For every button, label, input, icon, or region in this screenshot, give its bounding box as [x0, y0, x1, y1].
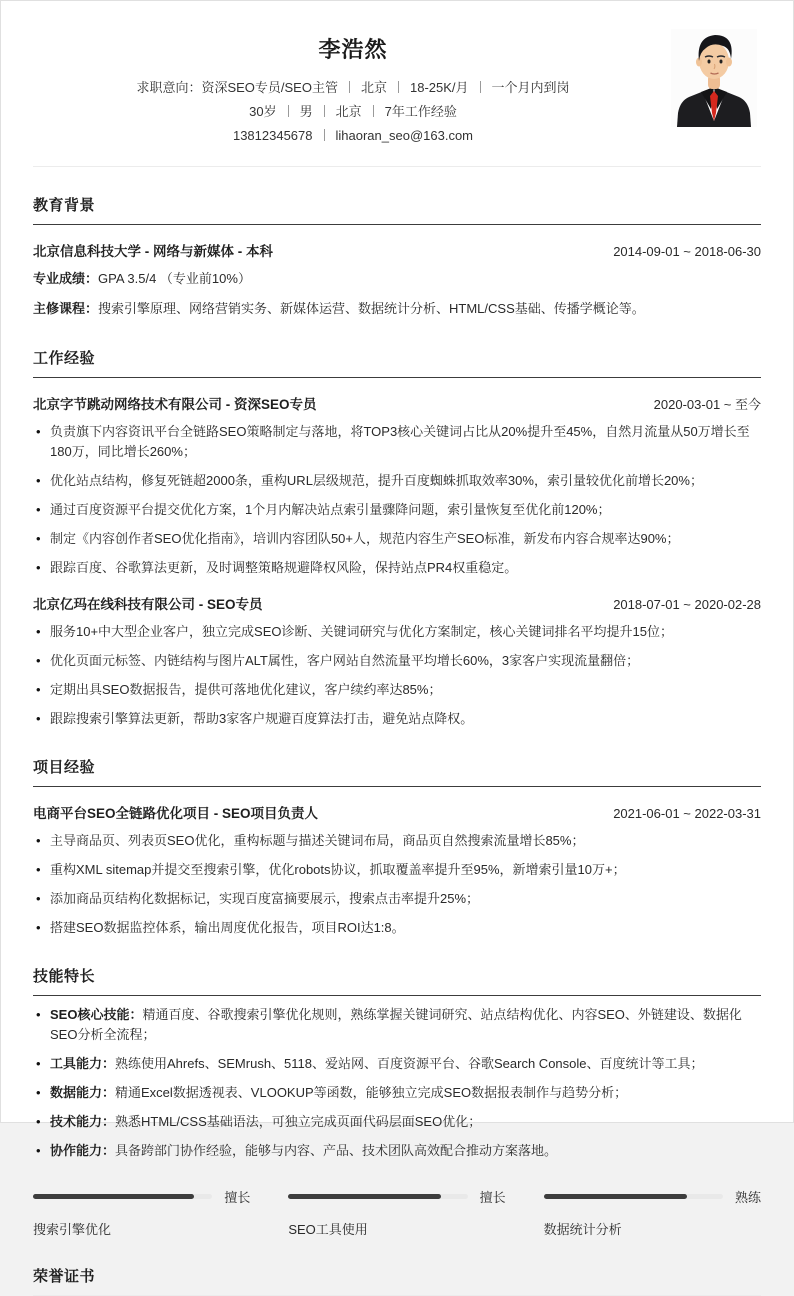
- education-date-range: 2014-09-01 ~ 2018-06-30: [613, 244, 761, 259]
- skill-bar-gauge: [544, 1187, 761, 1206]
- contact-line: [33, 124, 673, 148]
- skill-label: 技术能力：: [50, 1114, 116, 1129]
- job-date-range: 2018-07-01 ~ 2020-02-28: [613, 597, 761, 612]
- location: 北京: [335, 104, 362, 119]
- job-bullet-list: [33, 422, 761, 578]
- courses-value: 搜索引擎原理、网络营销实务、新媒体运营、数据统计分析、HTML/CSS基础、传播学概论等。: [98, 301, 645, 316]
- skill-level-label: 熟练: [734, 1190, 761, 1205]
- project-bullet-list: [33, 831, 761, 938]
- project-title-role: 电商平台SEO全链路优化项目 - SEO项目负责人: [33, 806, 319, 821]
- bullet-item: [33, 1083, 761, 1103]
- courses-line: [33, 297, 761, 320]
- skill-label: 工具能力：: [50, 1056, 116, 1071]
- bullet-item: • 主导商品页、列表页SEO优化，重构标题与描述关键词布局，商品页自然搜索流量增长85%；: [33, 831, 761, 851]
- skill-text: 熟练使用Ahrefs、SEMrush、5118、爱站网、百度资源平台、谷歌Search Console、百度统计等工具；: [115, 1056, 704, 1071]
- section-title: 项目经验: [33, 756, 761, 787]
- avatar-illustration: [671, 29, 757, 127]
- skills-bullet-list: [33, 1005, 761, 1161]
- skill-label: 协作能力：: [50, 1143, 116, 1158]
- section-education: [33, 194, 761, 320]
- bullet-item: • 制定《内容创作者SEO优化指南》，培训内容团队50+人，规范内容生产SEO标准，新发布内容合规率达90%；: [33, 529, 761, 549]
- skill-bar: [288, 1187, 505, 1238]
- section-honors: [33, 1265, 761, 1296]
- phone-number: 13812345678: [232, 128, 313, 143]
- skill-text: 精通Excel数据透视表、VLOOKUP等函数，能够独立完成SEO数据报表制作与趋势分析；: [115, 1085, 628, 1100]
- bullet-item: • 跟踪搜索引擎算法更新，帮助3家客户规避百度算法打击，避免站点降权。: [33, 709, 761, 729]
- header-text-block: [33, 33, 673, 148]
- skill-name: 搜索引擎优化: [33, 1222, 112, 1237]
- school-degree: 北京信息科技大学 - 网络与新媒体 - 本科: [33, 244, 273, 259]
- education-entry-header: [33, 240, 761, 260]
- section-work: [33, 347, 761, 729]
- gpa-label: 专业成绩：: [33, 271, 99, 286]
- section-title: 教育背景: [33, 194, 761, 225]
- bullet-item: • 优化站点结构，修复死链超2000条，重构URL层级规范，提升百度蜘蛛抓取效率30%，索引量较优化前增长20%；: [33, 471, 761, 491]
- skill-bar-gauge: [288, 1187, 505, 1206]
- bullet-item: • 添加商品页结构化数据标记，实现百度富摘要展示，搜索点击率提升25%；: [33, 889, 761, 909]
- skill-bar-track: [288, 1194, 467, 1199]
- section-title: 技能特长: [33, 965, 761, 996]
- gender: 男: [299, 104, 313, 119]
- section-title: 荣誉证书: [33, 1265, 761, 1296]
- profile-photo: [671, 29, 757, 127]
- bullet-item: • 负责旗下内容资讯平台全链路SEO策略制定与落地，将TOP3核心关键词占比从20%提升至45%，自然月流量从50万增长至180万，同比增长260%；: [33, 422, 761, 462]
- skill-name: 数据统计分析: [543, 1222, 622, 1237]
- bullet-item: • 重构XML sitemap并提交至搜索引擎，优化robots协议，抓取覆盖率提升至95%，新增索引量10万+；: [33, 860, 761, 880]
- bullet-item: [33, 1054, 761, 1074]
- intent-position: 求职意向：资深SEO专员/SEO主管: [136, 80, 338, 95]
- email-address: lihaoran_seo@163.com: [335, 128, 474, 143]
- job-entry-header: [33, 593, 761, 613]
- experience-years: 7年工作经验: [384, 104, 457, 119]
- divider: [480, 81, 481, 93]
- section-title: 工作经验: [33, 347, 761, 378]
- skill-label: 数据能力：: [50, 1085, 116, 1100]
- resume-header: [33, 33, 761, 167]
- divider: [288, 105, 289, 117]
- skill-text: 具备跨部门协作经验，能够与内容、产品、技术团队高效配合推动方案落地。: [115, 1143, 558, 1158]
- skill-bar-fill: [288, 1194, 440, 1199]
- bullet-item: [33, 1005, 761, 1045]
- intent-availability: 一个月内到岗: [491, 80, 570, 95]
- courses-label: 主修课程：: [33, 301, 99, 316]
- company-position: 北京亿玛在线科技有限公司 - SEO专员: [33, 597, 263, 612]
- gpa-line: [33, 267, 761, 290]
- skill-label: SEO核心技能：: [50, 1007, 143, 1022]
- divider: [324, 129, 325, 141]
- skill-level-label: 擅长: [479, 1190, 506, 1205]
- skill-bar: [544, 1187, 761, 1238]
- job-entry-header: [33, 393, 761, 413]
- age: 30岁: [249, 104, 277, 119]
- skill-name: SEO工具使用: [288, 1222, 368, 1237]
- bullet-item: [33, 1112, 761, 1132]
- skill-bar-track: [33, 1194, 212, 1199]
- section-skills: [33, 965, 761, 1238]
- bullet-item: [33, 1141, 761, 1161]
- bullet-item: • 优化页面元标签、内链结构与图片ALT属性，客户网站自然流量平均增长60%，3家客户实现流量翻倍；: [33, 651, 761, 671]
- bullet-item: • 通过百度资源平台提交优化方案，1个月内解决站点索引量骤降问题，索引量恢复至优化前120%；: [33, 500, 761, 520]
- job-entry: [33, 593, 761, 729]
- job-intent-line: [33, 76, 673, 100]
- candidate-name: 李浩然: [318, 37, 388, 62]
- bullet-item: • 搭建SEO数据监控体系，输出周度优化报告，项目ROI达1:8。: [33, 918, 761, 938]
- job-entry: [33, 393, 761, 578]
- intent-city: 北京: [360, 80, 387, 95]
- bullet-item: • 跟踪百度、谷歌算法更新，及时调整策略规避降权风险，保持站点PR4权重稳定。: [33, 558, 761, 578]
- company-position: 北京字节跳动网络技术有限公司 - 资深SEO专员: [33, 397, 317, 412]
- divider: [324, 105, 325, 117]
- project-date-range: 2021-06-01 ~ 2022-03-31: [613, 806, 761, 821]
- divider: [349, 81, 350, 93]
- intent-salary: 18-25K/月: [409, 80, 469, 95]
- basic-info-line: [33, 100, 673, 124]
- job-date-range: 2020-03-01 ~ 至今: [653, 397, 761, 412]
- divider: [373, 105, 374, 117]
- job-bullet-list: [33, 622, 761, 729]
- skill-bar-track: [544, 1194, 723, 1199]
- bullet-item: • 定期出具SEO数据报告，提供可落地优化建议，客户续约率达85%；: [33, 680, 761, 700]
- skill-bar: [33, 1187, 250, 1238]
- skill-bar-fill: [544, 1194, 687, 1199]
- project-entry-header: [33, 802, 761, 822]
- bullet-item: • 服务10+中大型企业客户，独立完成SEO诊断、关键词研究与优化方案制定，核心关键词排名平均提升15位；: [33, 622, 761, 642]
- skill-text: 精通百度、谷歌搜索引擎优化规则，熟练掌握关键词研究、站点结构优化、内容SEO、外链建设、数据化SEO分析全流程；: [50, 1007, 742, 1042]
- divider: [398, 81, 399, 93]
- section-project: [33, 756, 761, 938]
- gpa-value: GPA 3.5/4 （专业前10%）: [98, 271, 251, 286]
- skill-text: 熟悉HTML/CSS基础语法，可独立完成页面代码层面SEO优化；: [115, 1114, 482, 1129]
- skill-level-label: 擅长: [224, 1190, 251, 1205]
- skill-bar-gauge: [33, 1187, 250, 1206]
- skill-bars-row: [33, 1187, 761, 1238]
- skill-bar-fill: [33, 1194, 194, 1199]
